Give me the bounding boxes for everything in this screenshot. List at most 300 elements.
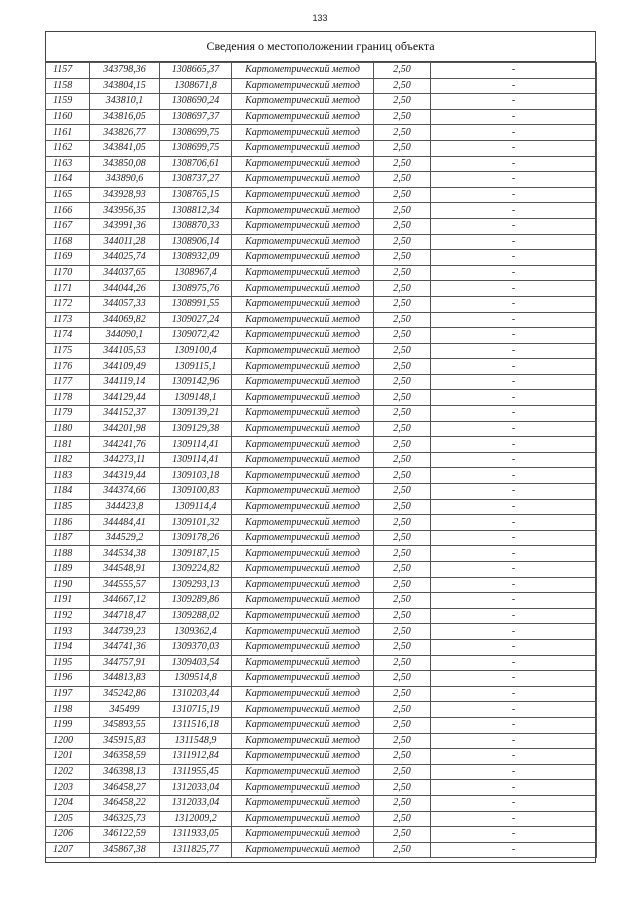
x-coordinate-cell: 346398,13 — [90, 764, 160, 780]
y-coordinate-cell: 1309072,42 — [160, 328, 232, 344]
y-coordinate-cell: 1311912,84 — [160, 749, 232, 765]
y-coordinate-cell: 1312033,04 — [160, 780, 232, 796]
point-number-cell: 1199 — [46, 717, 90, 733]
table-row — [46, 406, 597, 422]
accuracy-cell: 2,50 — [374, 94, 431, 110]
y-coordinate-cell: 1308699,75 — [160, 140, 232, 156]
accuracy-cell: 2,50 — [374, 499, 431, 515]
table-row — [46, 827, 597, 843]
point-number-cell: 1202 — [46, 764, 90, 780]
method-cell: Картометрический метод — [232, 187, 374, 203]
point-number-cell: 1164 — [46, 172, 90, 188]
accuracy-cell: 2,50 — [374, 156, 431, 172]
method-cell: Картометрический метод — [232, 671, 374, 687]
y-coordinate-cell: 1308870,33 — [160, 218, 232, 234]
y-coordinate-cell: 1309403,54 — [160, 655, 232, 671]
accuracy-cell: 2,50 — [374, 203, 431, 219]
point-number-cell: 1191 — [46, 593, 90, 609]
accuracy-cell: 2,50 — [374, 218, 431, 234]
table-row — [46, 811, 597, 827]
table-row — [46, 234, 597, 250]
method-cell: Картометрический метод — [232, 452, 374, 468]
table-row — [46, 499, 597, 515]
accuracy-cell: 2,50 — [374, 749, 431, 765]
method-cell: Картометрический метод — [232, 374, 374, 390]
method-cell: Картометрический метод — [232, 795, 374, 811]
method-cell: Картометрический метод — [232, 328, 374, 344]
method-cell: Картометрический метод — [232, 437, 374, 453]
point-number-cell: 1196 — [46, 671, 90, 687]
table-row — [46, 468, 597, 484]
accuracy-cell: 2,50 — [374, 125, 431, 141]
y-coordinate-cell: 1312009,2 — [160, 811, 232, 827]
method-cell: Картометрический метод — [232, 296, 374, 312]
method-cell: Картометрический метод — [232, 733, 374, 749]
description-cell: - — [431, 702, 597, 718]
accuracy-cell: 2,50 — [374, 421, 431, 437]
accuracy-cell: 2,50 — [374, 484, 431, 500]
x-coordinate-cell: 343816,05 — [90, 109, 160, 125]
table-row — [46, 624, 597, 640]
y-coordinate-cell: 1308906,14 — [160, 234, 232, 250]
y-coordinate-cell: 1311516,18 — [160, 717, 232, 733]
point-number-cell: 1182 — [46, 452, 90, 468]
accuracy-cell: 2,50 — [374, 265, 431, 281]
point-number-cell: 1174 — [46, 328, 90, 344]
x-coordinate-cell: 344129,44 — [90, 390, 160, 406]
accuracy-cell: 2,50 — [374, 281, 431, 297]
point-number-cell: 1161 — [46, 125, 90, 141]
x-coordinate-cell: 346325,73 — [90, 811, 160, 827]
accuracy-cell: 2,50 — [374, 234, 431, 250]
description-cell: - — [431, 499, 597, 515]
description-cell: - — [431, 218, 597, 234]
y-coordinate-cell: 1309178,26 — [160, 530, 232, 546]
accuracy-cell: 2,50 — [374, 577, 431, 593]
method-cell: Картометрический метод — [232, 421, 374, 437]
table-row — [46, 125, 597, 141]
point-number-cell: 1204 — [46, 795, 90, 811]
point-number-cell: 1167 — [46, 218, 90, 234]
method-cell: Картометрический метод — [232, 78, 374, 94]
x-coordinate-cell: 344757,91 — [90, 655, 160, 671]
table-row — [46, 484, 597, 500]
accuracy-cell: 2,50 — [374, 639, 431, 655]
description-cell: - — [431, 749, 597, 765]
y-coordinate-cell: 1309142,96 — [160, 374, 232, 390]
point-number-cell: 1207 — [46, 842, 90, 858]
method-cell: Картометрический метод — [232, 281, 374, 297]
x-coordinate-cell: 344423,8 — [90, 499, 160, 515]
point-number-cell: 1205 — [46, 811, 90, 827]
table-row — [46, 717, 597, 733]
description-cell: - — [431, 671, 597, 687]
description-cell: - — [431, 406, 597, 422]
method-cell: Картометрический метод — [232, 717, 374, 733]
table-row — [46, 639, 597, 655]
point-number-cell: 1163 — [46, 156, 90, 172]
method-cell: Картометрический метод — [232, 203, 374, 219]
table-row — [46, 546, 597, 562]
description-cell: - — [431, 780, 597, 796]
y-coordinate-cell: 1309027,24 — [160, 312, 232, 328]
x-coordinate-cell: 343841,05 — [90, 140, 160, 156]
x-coordinate-cell: 344667,12 — [90, 593, 160, 609]
method-cell: Картометрический метод — [232, 811, 374, 827]
method-cell: Картометрический метод — [232, 172, 374, 188]
x-coordinate-cell: 344152,37 — [90, 406, 160, 422]
x-coordinate-cell: 344109,49 — [90, 359, 160, 375]
x-coordinate-cell: 343991,36 — [90, 218, 160, 234]
table-row — [46, 140, 597, 156]
description-cell: - — [431, 250, 597, 266]
y-coordinate-cell: 1309148,1 — [160, 390, 232, 406]
y-coordinate-cell: 1308812,34 — [160, 203, 232, 219]
y-coordinate-cell: 1309370,03 — [160, 639, 232, 655]
method-cell: Картометрический метод — [232, 577, 374, 593]
description-cell: - — [431, 593, 597, 609]
point-number-cell: 1158 — [46, 78, 90, 94]
method-cell: Картометрический метод — [232, 265, 374, 281]
method-cell: Картометрический метод — [232, 655, 374, 671]
method-cell: Картометрический метод — [232, 343, 374, 359]
table-row — [46, 218, 597, 234]
method-cell: Картометрический метод — [232, 515, 374, 531]
table-row — [46, 686, 597, 702]
accuracy-cell: 2,50 — [374, 374, 431, 390]
table-row — [46, 78, 597, 94]
y-coordinate-cell: 1309187,15 — [160, 546, 232, 562]
point-number-cell: 1200 — [46, 733, 90, 749]
description-cell: - — [431, 764, 597, 780]
point-number-cell: 1179 — [46, 406, 90, 422]
point-number-cell: 1160 — [46, 109, 90, 125]
point-number-cell: 1197 — [46, 686, 90, 702]
method-cell: Картометрический метод — [232, 686, 374, 702]
table-row — [46, 63, 597, 79]
accuracy-cell: 2,50 — [374, 515, 431, 531]
method-cell: Картометрический метод — [232, 156, 374, 172]
description-cell: - — [431, 717, 597, 733]
method-cell: Картометрический метод — [232, 780, 374, 796]
table-row — [46, 795, 597, 811]
description-cell: - — [431, 452, 597, 468]
coordinates-table-body — [46, 63, 597, 858]
accuracy-cell: 2,50 — [374, 717, 431, 733]
y-coordinate-cell: 1309139,21 — [160, 406, 232, 422]
description-cell: - — [431, 639, 597, 655]
x-coordinate-cell: 346358,59 — [90, 749, 160, 765]
method-cell: Картометрический метод — [232, 406, 374, 422]
y-coordinate-cell: 1310715,19 — [160, 702, 232, 718]
method-cell: Картометрический метод — [232, 63, 374, 79]
description-cell: - — [431, 577, 597, 593]
y-coordinate-cell: 1311933,05 — [160, 827, 232, 843]
description-cell: - — [431, 94, 597, 110]
x-coordinate-cell: 344529,2 — [90, 530, 160, 546]
accuracy-cell: 2,50 — [374, 140, 431, 156]
description-cell: - — [431, 78, 597, 94]
x-coordinate-cell: 344057,33 — [90, 296, 160, 312]
point-number-cell: 1171 — [46, 281, 90, 297]
x-coordinate-cell: 345915,83 — [90, 733, 160, 749]
x-coordinate-cell: 344090,1 — [90, 328, 160, 344]
method-cell: Картометрический метод — [232, 390, 374, 406]
method-cell: Картометрический метод — [232, 125, 374, 141]
y-coordinate-cell: 1309100,4 — [160, 343, 232, 359]
method-cell: Картометрический метод — [232, 312, 374, 328]
x-coordinate-cell: 344319,44 — [90, 468, 160, 484]
accuracy-cell: 2,50 — [374, 390, 431, 406]
table-row — [46, 343, 597, 359]
x-coordinate-cell: 344011,28 — [90, 234, 160, 250]
point-number-cell: 1187 — [46, 530, 90, 546]
y-coordinate-cell: 1311825,77 — [160, 842, 232, 858]
description-cell: - — [431, 484, 597, 500]
method-cell: Картометрический метод — [232, 749, 374, 765]
accuracy-cell: 2,50 — [374, 624, 431, 640]
point-number-cell: 1159 — [46, 94, 90, 110]
description-cell: - — [431, 172, 597, 188]
description-cell: - — [431, 421, 597, 437]
table-row — [46, 562, 597, 578]
method-cell: Картометрический метод — [232, 499, 374, 515]
y-coordinate-cell: 1309114,4 — [160, 499, 232, 515]
method-cell: Картометрический метод — [232, 593, 374, 609]
table-row — [46, 749, 597, 765]
table-row — [46, 296, 597, 312]
description-cell: - — [431, 390, 597, 406]
y-coordinate-cell: 1308699,75 — [160, 125, 232, 141]
method-cell: Картометрический метод — [232, 468, 374, 484]
x-coordinate-cell: 344105,53 — [90, 343, 160, 359]
table-row — [46, 655, 597, 671]
x-coordinate-cell: 346122,59 — [90, 827, 160, 843]
point-number-cell: 1203 — [46, 780, 90, 796]
page-number: 133 — [312, 13, 328, 23]
point-number-cell: 1193 — [46, 624, 90, 640]
x-coordinate-cell: 345499 — [90, 702, 160, 718]
description-cell: - — [431, 827, 597, 843]
y-coordinate-cell: 1308932,09 — [160, 250, 232, 266]
table-row — [46, 437, 597, 453]
point-number-cell: 1168 — [46, 234, 90, 250]
description-cell: - — [431, 437, 597, 453]
point-number-cell: 1206 — [46, 827, 90, 843]
method-cell: Картометрический метод — [232, 842, 374, 858]
description-cell: - — [431, 686, 597, 702]
x-coordinate-cell: 343890,6 — [90, 172, 160, 188]
y-coordinate-cell: 1309293,13 — [160, 577, 232, 593]
point-number-cell: 1177 — [46, 374, 90, 390]
point-number-cell: 1157 — [46, 63, 90, 79]
y-coordinate-cell: 1308665,37 — [160, 63, 232, 79]
table-row — [46, 203, 597, 219]
y-coordinate-cell: 1309362,4 — [160, 624, 232, 640]
y-coordinate-cell: 1308697,37 — [160, 109, 232, 125]
description-cell: - — [431, 624, 597, 640]
table-row — [46, 515, 597, 531]
accuracy-cell: 2,50 — [374, 187, 431, 203]
table-row — [46, 172, 597, 188]
accuracy-cell: 2,50 — [374, 452, 431, 468]
method-cell: Картометрический метод — [232, 484, 374, 500]
description-cell: - — [431, 733, 597, 749]
table-row — [46, 421, 597, 437]
y-coordinate-cell: 1309114,41 — [160, 452, 232, 468]
accuracy-cell: 2,50 — [374, 827, 431, 843]
accuracy-cell: 2,50 — [374, 296, 431, 312]
x-coordinate-cell: 344241,76 — [90, 437, 160, 453]
table-row — [46, 608, 597, 624]
x-coordinate-cell: 344119,14 — [90, 374, 160, 390]
x-coordinate-cell: 344548,91 — [90, 562, 160, 578]
table-row — [46, 577, 597, 593]
table-row — [46, 187, 597, 203]
point-number-cell: 1180 — [46, 421, 90, 437]
y-coordinate-cell: 1309129,38 — [160, 421, 232, 437]
table-row — [46, 359, 597, 375]
y-coordinate-cell: 1308975,76 — [160, 281, 232, 297]
accuracy-cell: 2,50 — [374, 655, 431, 671]
accuracy-cell: 2,50 — [374, 406, 431, 422]
y-coordinate-cell: 1308967,4 — [160, 265, 232, 281]
point-number-cell: 1181 — [46, 437, 90, 453]
accuracy-cell: 2,50 — [374, 328, 431, 344]
method-cell: Картометрический метод — [232, 624, 374, 640]
y-coordinate-cell: 1308690,24 — [160, 94, 232, 110]
method-cell: Картометрический метод — [232, 109, 374, 125]
method-cell: Картометрический метод — [232, 546, 374, 562]
x-coordinate-cell: 346458,27 — [90, 780, 160, 796]
table-row — [46, 328, 597, 344]
description-cell: - — [431, 468, 597, 484]
accuracy-cell: 2,50 — [374, 562, 431, 578]
table-row — [46, 374, 597, 390]
description-cell: - — [431, 546, 597, 562]
table-row — [46, 452, 597, 468]
point-number-cell: 1190 — [46, 577, 90, 593]
y-coordinate-cell: 1308765,15 — [160, 187, 232, 203]
x-coordinate-cell: 345867,38 — [90, 842, 160, 858]
description-cell: - — [431, 140, 597, 156]
x-coordinate-cell: 345893,55 — [90, 717, 160, 733]
point-number-cell: 1195 — [46, 655, 90, 671]
accuracy-cell: 2,50 — [374, 842, 431, 858]
x-coordinate-cell: 344273,11 — [90, 452, 160, 468]
description-cell: - — [431, 811, 597, 827]
point-number-cell: 1162 — [46, 140, 90, 156]
y-coordinate-cell: 1308671,8 — [160, 78, 232, 94]
method-cell: Картометрический метод — [232, 530, 374, 546]
accuracy-cell: 2,50 — [374, 671, 431, 687]
description-cell: - — [431, 156, 597, 172]
point-number-cell: 1176 — [46, 359, 90, 375]
accuracy-cell: 2,50 — [374, 63, 431, 79]
accuracy-cell: 2,50 — [374, 608, 431, 624]
description-cell: - — [431, 296, 597, 312]
accuracy-cell: 2,50 — [374, 811, 431, 827]
accuracy-cell: 2,50 — [374, 764, 431, 780]
y-coordinate-cell: 1309101,32 — [160, 515, 232, 531]
description-cell: - — [431, 655, 597, 671]
x-coordinate-cell: 343826,77 — [90, 125, 160, 141]
description-cell: - — [431, 842, 597, 858]
accuracy-cell: 2,50 — [374, 702, 431, 718]
x-coordinate-cell: 344044,26 — [90, 281, 160, 297]
coordinates-table — [45, 62, 597, 858]
table-row — [46, 780, 597, 796]
description-cell: - — [431, 515, 597, 531]
x-coordinate-cell: 345242,86 — [90, 686, 160, 702]
x-coordinate-cell: 343810,1 — [90, 94, 160, 110]
x-coordinate-cell: 346458,22 — [90, 795, 160, 811]
table-row — [46, 593, 597, 609]
point-number-cell: 1185 — [46, 499, 90, 515]
description-cell: - — [431, 795, 597, 811]
description-cell: - — [431, 562, 597, 578]
method-cell: Картометрический метод — [232, 218, 374, 234]
y-coordinate-cell: 1309114,41 — [160, 437, 232, 453]
boundary-table-frame — [45, 31, 596, 863]
description-cell: - — [431, 281, 597, 297]
method-cell: Картометрический метод — [232, 140, 374, 156]
table-row — [46, 265, 597, 281]
y-coordinate-cell: 1308706,61 — [160, 156, 232, 172]
method-cell: Картометрический метод — [232, 827, 374, 843]
description-cell: - — [431, 608, 597, 624]
x-coordinate-cell: 344037,65 — [90, 265, 160, 281]
accuracy-cell: 2,50 — [374, 78, 431, 94]
x-coordinate-cell: 344534,38 — [90, 546, 160, 562]
point-number-cell: 1194 — [46, 639, 90, 655]
table-row — [46, 250, 597, 266]
description-cell: - — [431, 63, 597, 79]
description-cell: - — [431, 265, 597, 281]
table-row — [46, 281, 597, 297]
table-row — [46, 733, 597, 749]
table-row — [46, 842, 597, 858]
description-cell: - — [431, 530, 597, 546]
y-coordinate-cell: 1309103,18 — [160, 468, 232, 484]
accuracy-cell: 2,50 — [374, 109, 431, 125]
table-row — [46, 94, 597, 110]
x-coordinate-cell: 343804,15 — [90, 78, 160, 94]
method-cell: Картометрический метод — [232, 639, 374, 655]
x-coordinate-cell: 344025,74 — [90, 250, 160, 266]
method-cell: Картометрический метод — [232, 702, 374, 718]
description-cell: - — [431, 187, 597, 203]
point-number-cell: 1184 — [46, 484, 90, 500]
point-number-cell: 1189 — [46, 562, 90, 578]
description-cell: - — [431, 312, 597, 328]
x-coordinate-cell: 343850,08 — [90, 156, 160, 172]
accuracy-cell: 2,50 — [374, 437, 431, 453]
accuracy-cell: 2,50 — [374, 343, 431, 359]
table-title: Сведения о местоположении границ объекта — [46, 32, 595, 62]
method-cell: Картометрический метод — [232, 250, 374, 266]
description-cell: - — [431, 125, 597, 141]
point-number-cell: 1186 — [46, 515, 90, 531]
point-number-cell: 1169 — [46, 250, 90, 266]
method-cell: Картометрический метод — [232, 359, 374, 375]
accuracy-cell: 2,50 — [374, 686, 431, 702]
accuracy-cell: 2,50 — [374, 795, 431, 811]
point-number-cell: 1175 — [46, 343, 90, 359]
y-coordinate-cell: 1311548,9 — [160, 733, 232, 749]
x-coordinate-cell: 343798,36 — [90, 63, 160, 79]
point-number-cell: 1192 — [46, 608, 90, 624]
